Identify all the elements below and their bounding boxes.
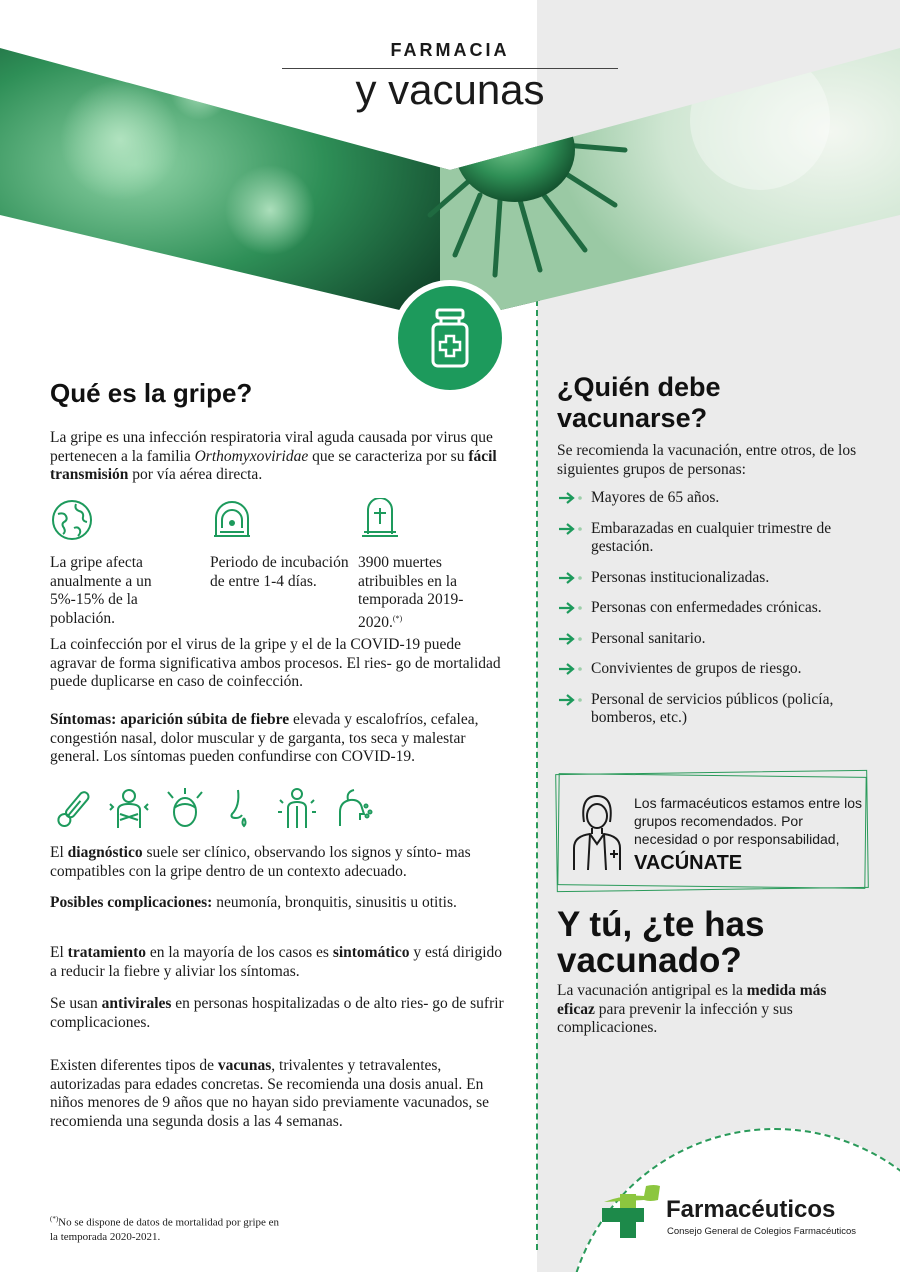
pharmacy-cross-logo-icon	[600, 1180, 664, 1240]
arrow-right-icon	[557, 569, 591, 587]
arrow-right-icon	[557, 489, 591, 507]
tombstone-icon	[358, 498, 402, 542]
stat-incubation-text: Periodo de incubación de entre 1-4 días.	[210, 554, 349, 590]
list-item: Personal de servicios públicos (policía, bomberos, etc.)	[557, 691, 877, 728]
risk-groups-list	[557, 489, 877, 740]
globe-icon	[50, 498, 94, 542]
symptoms-paragraph: Síntomas: aparición súbita de fiebre elevada y escalofríos, cefalea, congestión nasal, dolor muscular y de garganta, tos seca y malestar general. Los síntomas pueden confundirse con COVID-19.	[50, 711, 479, 765]
incubator-icon	[210, 498, 254, 542]
list-item: Personas institucionalizadas.	[557, 569, 877, 588]
chills-icon	[106, 786, 152, 832]
pharmacist-callout	[556, 772, 868, 890]
footnote: (*)No se dispone de datos de mortalidad por gripe en la temporada 2020-2021.	[50, 1215, 280, 1243]
footnote-mark: (*)	[392, 613, 403, 623]
logo-name: Farmacéuticos	[666, 1196, 836, 1223]
who-intro: Se recomienda la vacunación, entre otros, de los siguientes grupos de personas:	[557, 442, 857, 478]
symptom-icons	[50, 786, 376, 832]
complications-paragraph: Posibles complicaciones: neumonía, bronquitis, sinusitis u otitis.	[50, 894, 457, 911]
brand-title: y vacunas	[355, 66, 545, 113]
list-item: Personas con enfermedades crónicas.	[557, 599, 877, 618]
callout-message: Los farmacéuticos estamos entre los grupos recomendados. Por necesidad o por responsabilidad,	[634, 795, 862, 847]
stat-incidence-text: La gripe afecta anualmente a un 5%-15% de la población.	[50, 554, 152, 627]
stat-deaths-text: 3900 muertes atribuibles en la temporada 2019-2020.(*)	[358, 554, 464, 631]
headache-icon	[162, 786, 208, 832]
vaccine-vial-badge	[392, 280, 508, 396]
treatment-paragraph: El tratamiento en la mayoría de los casos es sintomático y está dirigido a reducir la fiebre y aliviar los síntomas.	[50, 944, 503, 980]
flu-heading: Qué es la gripe?	[50, 378, 253, 408]
list-item: Convivientes de grupos de riesgo.	[557, 660, 877, 679]
stat-deaths	[358, 498, 498, 632]
arrow-right-icon	[557, 520, 591, 538]
stat-incubation	[210, 498, 350, 591]
vaccines-paragraph: Existen diferentes tipos de vacunas, trivalentes y tetravalentes, autorizadas para edades concretas. Se recomienda una dosis anual. En niños menores de 9 años que no hayan sido previamente vacunados, se recomienda una segunda dosis a las 4 semanas.	[50, 1057, 490, 1130]
muscle-pain-icon	[274, 786, 320, 832]
runny-nose-icon	[218, 786, 264, 832]
cough-icon	[330, 786, 376, 832]
you-heading: Y tú, ¿te has vacunado?	[557, 905, 765, 980]
arrow-right-icon	[557, 599, 591, 617]
arrow-right-icon	[557, 630, 591, 648]
thermometer-icon	[50, 786, 96, 832]
intro-paragraph: La gripe es una infección respiratoria viral aguda causada por virus que pertenecen a la familia Orthomyxoviridae que se caracteriza por su fácil transmisión por vía aérea directa.	[50, 429, 497, 483]
list-item: Mayores de 65 años.	[557, 489, 877, 508]
you-paragraph: La vacunación antigripal es la medida más eficaz para prevenir la infección y sus complicaciones.	[557, 982, 827, 1036]
coinfection-paragraph: La coinfección por el virus de la gripe y el de la COVID-19 puede agravar de forma significativa ambos procesos. El ries- go de mortalidad puede duplicarse en caso de coinfección.	[50, 636, 501, 690]
diagnosis-paragraph: El diagnóstico suele ser clínico, observando los signos y sínto- mas compatibles con la gripe dentro de un contexto adecuado.	[50, 844, 471, 880]
arrow-right-icon	[557, 691, 591, 709]
antivirals-paragraph: Se usan antivirales en personas hospitalizadas o de alto ries- go de sufrir complicaciones.	[50, 995, 504, 1031]
list-item: Embarazadas en cualquier trimestre de gestación.	[557, 520, 877, 557]
pharmacist-icon	[568, 792, 626, 872]
column-divider	[536, 300, 538, 1250]
vaccine-vial-icon	[427, 306, 473, 370]
logo-subtitle: Consejo General de Colegios Farmacéuticos	[667, 1226, 857, 1237]
arrow-right-icon	[557, 660, 591, 678]
who-heading: ¿Quién debe vacunarse?	[557, 372, 721, 433]
stat-incidence	[50, 498, 190, 628]
callout-cta: VACÚNATE	[634, 852, 743, 874]
brand-top-word: FARMACIA	[390, 40, 510, 60]
list-item: Personal sanitario.	[557, 630, 877, 649]
